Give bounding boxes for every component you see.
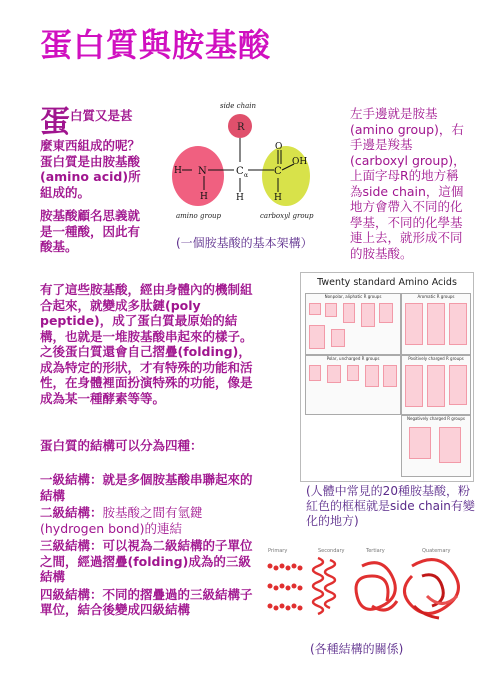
panel-polar: Polar, uncharged R groups: [305, 355, 401, 415]
side-chain-label: side chain: [220, 102, 257, 110]
svg-text:OH: OH: [292, 157, 308, 167]
svg-text:H: H: [236, 193, 244, 203]
amino-group-label: amino group: [176, 212, 222, 220]
carboxyl-group-label: carboxyl group: [260, 212, 314, 220]
secondary-structure-icon: [313, 558, 335, 614]
amino-acid-diagram: [168, 100, 336, 230]
tertiary-structure-icon: [356, 563, 397, 610]
panel-aromatic: Aromatic R groups: [401, 293, 471, 355]
protein-structures-illustration: [262, 546, 472, 636]
amino-chart-caption: (人體中常見的20種胺基酸，粉紅色的框框就是side chain有變化的地方): [306, 484, 475, 528]
folding-paragraph: 有了這些胺基酸，經由身體內的機制組合起來，就變成多肽鏈(poly peptide)，成了蛋白質最原始的結構，也就是一堆胺基酸串起來的樣子。之後蛋白質還會自己摺疊(folding)，成為特定的形狀，才有特殊的功能和活性，在身體裡面扮演特殊的功能，像是成為某一種酵素等等。: [40, 282, 253, 406]
structure-levels: [40, 472, 262, 618]
panel-positive: Positively charged R groups: [401, 355, 471, 415]
panel-negative: Negatively charged R groups: [401, 415, 471, 477]
svg-text:Primary: Primary: [268, 548, 288, 554]
structures-caption: (各種結構的關係): [310, 642, 404, 656]
svg-text:C: C: [274, 166, 282, 177]
page-title: 蛋白質與胺基酸: [40, 26, 272, 64]
intro-line1: 白質又是甚: [70, 108, 133, 123]
drop-cap: 蛋: [40, 105, 70, 140]
svg-text:N: N: [198, 166, 207, 177]
svg-text:H: H: [274, 193, 282, 203]
svg-text:H: H: [174, 166, 182, 176]
intro-paragraph: [40, 105, 152, 200]
amino-acids-chart: [300, 272, 474, 482]
quaternary-structure-icon: [405, 560, 459, 618]
primary-structure-icon: [268, 564, 303, 611]
intro-rest: 麼東西組成的呢？蛋白質是由胺基酸(amino acid)所組成的。: [40, 138, 141, 200]
level-1: 一級結構：就是多個胺基酸串聯起來的結構: [40, 472, 253, 503]
svg-text:α: α: [244, 172, 249, 179]
svg-text:H: H: [200, 192, 208, 202]
svg-text:O: O: [275, 142, 283, 152]
level-3: 三級結構：可以視為二級結構的子單位之間，經過摺疊(folding)成為的三級結構: [40, 538, 253, 584]
panel-nonpolar: Nonpolar, aliphatic R groups: [305, 293, 401, 355]
svg-text:Tertiary: Tertiary: [366, 548, 385, 554]
r-label: R: [237, 122, 245, 133]
amino-acid-description: 左手邊就是胺基(amino group)，右手邊是羧基(carboxyl group)，上面字母R的地方稱為side chain，這個地方會帶入不同的化學基，不同的化學基連上去，就形成不同的胺基酸。: [350, 106, 466, 261]
carboxyl-group-blob: [262, 146, 310, 206]
amino-chart-title: Twenty standard Amino Acids: [317, 277, 457, 288]
structure-intro: 蛋白質的結構可以分為四種：: [40, 438, 203, 453]
svg-text:Quaternary: Quaternary: [422, 548, 451, 554]
diagram-caption: (一個胺基酸的基本架構）: [176, 236, 313, 250]
amino-acid-name-paragraph: 胺基酸顧名思義就是一種酸，因此有酸基。: [40, 208, 141, 254]
level-2: 二級結構：胺基酸之間有氫鍵(hydrogen bond)的連結: [40, 505, 203, 536]
level-4: 四級結構：不同的摺疊過的三級結構子單位，結合後變成四級結構: [40, 586, 253, 617]
svg-text:C: C: [236, 166, 244, 177]
svg-text:Secondary: Secondary: [318, 548, 345, 554]
